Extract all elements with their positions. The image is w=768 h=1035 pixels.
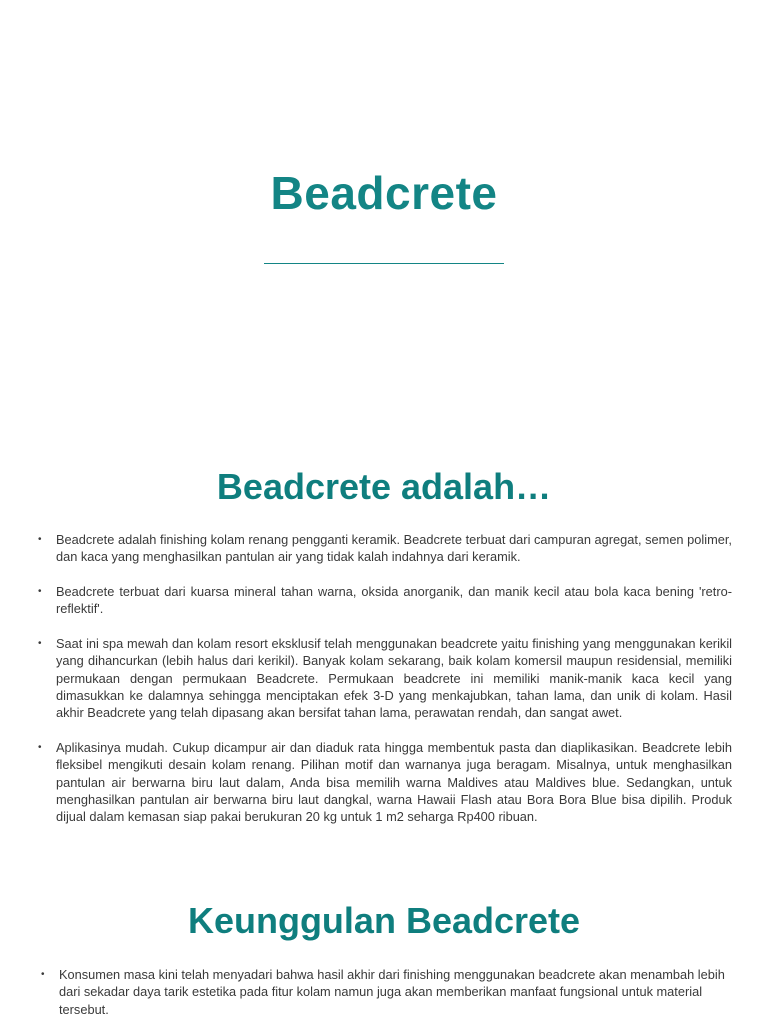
list-item: • Aplikasinya mudah. Cukup dicampur air dan diaduk rata hingga membentuk pasta dan diaplikasikan. Beadcrete lebih fleksibel mengikuti desain kolam renang. Pilihan motif dan warnanya juga beragam. Misalnya, untuk menghasilkan pantulan air berwarna biru laut dalam, Anda bisa memilih warna Maldives atau Maldives blue. Sedangkan, untuk menghasilkan pantulan air berwarna biru laut dangkal, warna Hawaii Flash atau Bora Bora Blue bisa dipilih. Produk dijual dalam kemasan siap pakai berukuran 20 kg untuk 1 m2 seharga Rp400 ribuan. (38, 739, 732, 825)
bullet-list-advantages (41, 966, 731, 1035)
list-item: • Beadcrete adalah finishing kolam renang pengganti keramik. Beadcrete terbuat dari campuran agregat, semen polimer, dan kaca yang menghasilkan pantulan air yang tidak kalah indahnya dari keramik. (38, 531, 732, 566)
page-title: Beadcrete (270, 167, 498, 219)
section-heading-beadcrete-adalah: Beadcrete adalah… (216, 466, 552, 507)
section-heading-keunggulan: Keunggulan Beadcrete (187, 900, 581, 941)
list-item: • Beadcrete terbuat dari kuarsa mineral tahan warna, oksida anorganik, dan manik kecil atau bola kaca bening 'retro-reflektif'. (38, 583, 732, 618)
list-item: • Konsumen masa kini telah menyadari bahwa hasil akhir dari finishing menggunakan beadcrete akan menambah lebih dari sekadar daya tarik estetika pada fitur kolam namun juga akan memberikan manfaat fungsional untuk material tersebut. (41, 966, 731, 1018)
title-underline (264, 263, 504, 264)
title-slide (0, 0, 768, 420)
list-item: • Saat ini spa mewah dan kolam resort eksklusif telah menggunakan beadcrete yaitu finishing yang menggunakan kerikil yang dihancurkan (lebih halus dari kerikil). Banyak kolam sekarang, baik kolam komersil maupun residensial, memiliki permukaan dengan permukaan Beadcrete. Permukaan beadcrete ini memiliki manik-manik kaca kecil yang dimasukkan ke dalamnya sehingga menciptakan efek 3-D yang menkajubkan, tahan lama, dan unik di kolam. Hasil akhir Beadcrete yang telah dipasang akan bersifat tahan lama, perawatan rendah, dan sangat awet. (38, 635, 732, 721)
bullet-list-definition (38, 531, 732, 843)
